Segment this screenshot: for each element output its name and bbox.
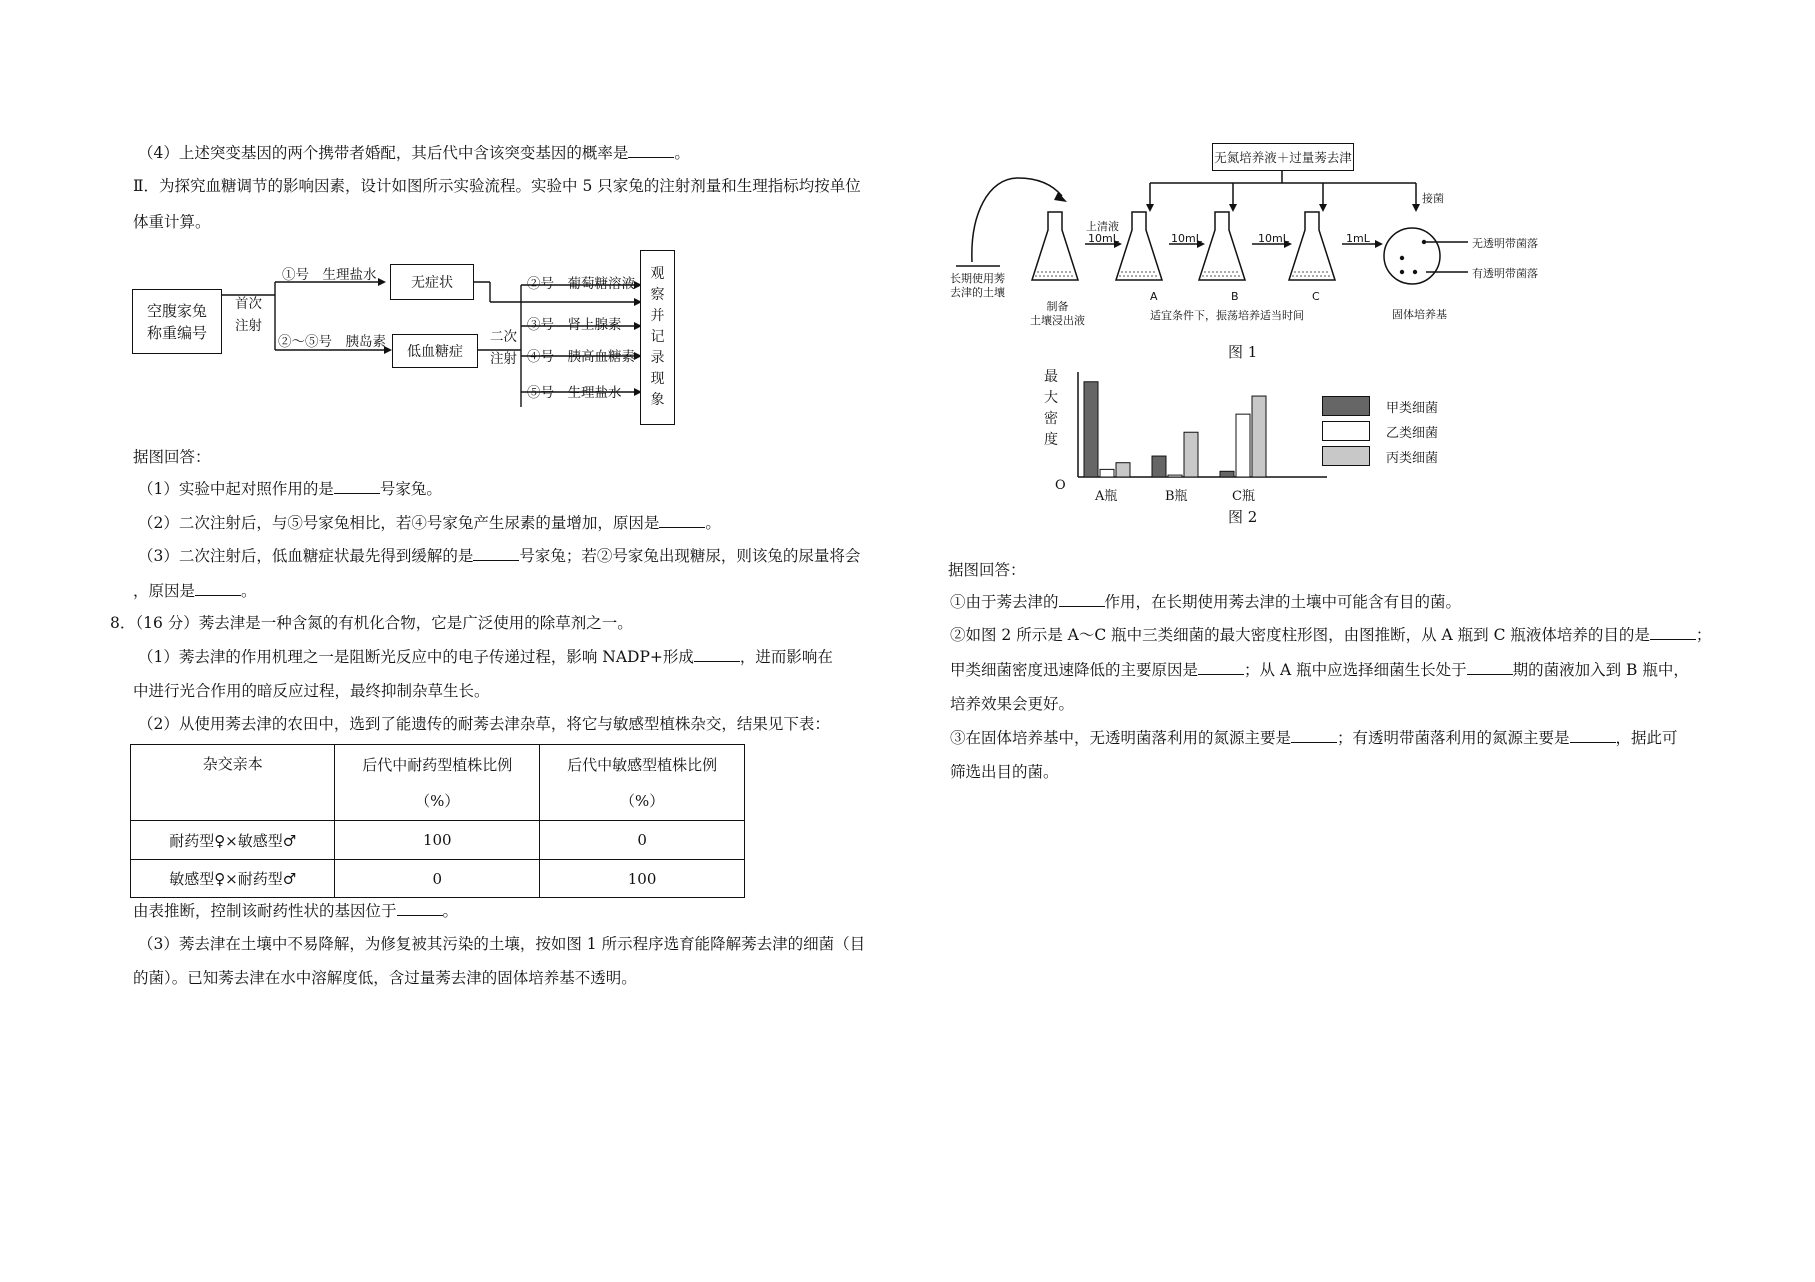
x-tick-label: A瓶: [1095, 489, 1118, 504]
q8-2-line: （2）从使用莠去津的农田中，选到了能遗传的耐莠去津杂草，将它与敏感型植株杂交，结果见下表：: [138, 715, 830, 733]
legend-swatch-jia: [1322, 396, 1370, 416]
q4-end: 。: [674, 144, 690, 162]
r2b-line: [950, 660, 1689, 680]
branch2-label: ②～⑤号 胰岛素: [278, 334, 386, 350]
branch1-label: ①号 生理盐水: [282, 267, 377, 283]
legend-label: 丙类细菌: [1386, 451, 1439, 466]
header-resistant: 后代中耐药型植株比例: [362, 755, 513, 774]
sec2-line2: 体重计算。: [133, 213, 211, 231]
observe-char: 录: [650, 350, 665, 366]
r2b-mid: ；从 A 瓶中应选择细菌生长处于: [1244, 661, 1467, 679]
answer-blank[interactable]: [659, 513, 705, 528]
y-axis-char: 最: [1044, 369, 1058, 385]
halo-colony-label: 有透明带菌落: [1472, 267, 1538, 280]
rabbit-box-line1: 空腹家兔: [146, 301, 207, 320]
volume-label: 10mL: [1088, 232, 1119, 245]
second-inj-2: 注射: [490, 351, 517, 367]
p2-line: [138, 513, 721, 533]
r3a-line: [950, 728, 1678, 748]
legend-swatch-bing: [1322, 446, 1370, 466]
header-parent: 杂交亲本: [202, 755, 263, 773]
second-inj-1: 二次: [490, 329, 517, 345]
q8-title: 8．（16 分）莠去津是一种含氮的有机化合物，它是广泛使用的除草剂之一。: [110, 614, 633, 632]
y-axis-char: 大: [1044, 390, 1058, 406]
x-tick-label: C瓶: [1232, 489, 1255, 504]
table-row: [131, 821, 745, 860]
observe-box: [640, 250, 675, 425]
bar-3-1: [1220, 471, 1234, 477]
r2b-end: 期的菌液加入到 B 瓶中，: [1512, 661, 1689, 679]
sub-branch-glucose: ②号 葡萄糖溶液: [527, 276, 635, 292]
answer-blank[interactable]: [1570, 728, 1616, 743]
x-tick-label: B瓶: [1165, 489, 1188, 504]
bar-3-3: [1252, 396, 1266, 477]
p3c-text: ，原因是: [133, 582, 196, 600]
table-note: 由表推断，控制该耐药性状的基因位于: [133, 902, 397, 920]
q8-3a-line: （3）莠去津在土壤中不易降解，为修复被其污染的土壤，按如图 1 所示程序选育能降解莠去津的细菌（目: [138, 935, 866, 953]
answer-blank[interactable]: [628, 143, 674, 158]
table-cell: 耐药型♀×敏感型♂: [131, 821, 335, 860]
solid-medium-label: 固体培养基: [1392, 308, 1447, 321]
observe-char: 并: [650, 308, 665, 324]
q8-1-line: [138, 647, 833, 667]
flask-label-c: C: [1312, 290, 1320, 303]
table-cell: 100: [540, 860, 745, 898]
answer-intro-right: 据图回答：: [948, 561, 1026, 579]
first-injection-label: [235, 293, 262, 337]
q4-line: [138, 143, 690, 163]
table-header-row: [131, 745, 745, 821]
figure-2-caption: 图 2: [1228, 508, 1258, 526]
y-axis-char: 度: [1044, 432, 1058, 448]
r2c-line: 培养效果会更好。: [950, 695, 1075, 713]
answer-blank[interactable]: [473, 546, 519, 561]
flask-label-a: A: [1150, 290, 1158, 303]
p2-text: （2）二次注射后，与⑤号家兔相比，若④号家兔产生尿素的量增加，原因是: [138, 514, 660, 532]
header-unit: （%）: [415, 791, 460, 810]
answer-intro-left: 据图回答：: [133, 448, 211, 466]
r2a-end: ；: [1695, 626, 1712, 644]
table-cell: 0: [335, 860, 540, 898]
sub-branch-glucagon: ④号 胰高血糖素: [527, 349, 635, 365]
first-inj-2: 注射: [235, 318, 262, 334]
r3a-text: ③在固体培养基中，无透明菌落利用的氮源主要是: [950, 729, 1292, 747]
no-symptom-box: 无症状: [390, 264, 474, 300]
p3-line: [138, 546, 860, 566]
answer-blank[interactable]: [1650, 625, 1696, 640]
p1-end: 号家兔。: [379, 480, 442, 498]
rabbit-box: [132, 289, 222, 354]
table-note-end: 。: [442, 902, 459, 920]
supernatant-label: 上清液: [1086, 220, 1119, 233]
table-cell: 敏感型♀×耐药型♂: [131, 860, 335, 898]
table-header: [335, 745, 540, 821]
q8-3b-line: 的菌）。已知莠去津在水中溶解度低，含过量莠去津的固体培养基不透明。: [133, 969, 637, 987]
p3c-end: 。: [241, 582, 257, 600]
r1-text: ①由于莠去津的: [950, 593, 1059, 611]
origin-label: O: [1055, 478, 1066, 493]
volume-label: 1mL: [1346, 232, 1370, 245]
observe-char: 现: [650, 371, 665, 387]
p1-line: [138, 479, 442, 499]
table-cell: 0: [540, 821, 745, 860]
r1-end: 作用，在长期使用莠去津的土壤中可能含有目的菌。: [1104, 593, 1462, 611]
sec2-line1: Ⅱ．为探究血糖调节的影响因素，设计如图所示实验流程。实验中 5 只家兔的注射剂量和生理指标均按单位: [133, 177, 861, 195]
legend-label: 甲类细菌: [1386, 401, 1439, 416]
legend-label: 乙类细菌: [1386, 426, 1439, 441]
flask-label-b: B: [1231, 290, 1239, 303]
bar-1-1: [1084, 382, 1098, 477]
soil-label: [950, 272, 1005, 300]
p2-end: 。: [705, 514, 721, 532]
y-axis-label: [1044, 367, 1058, 451]
observe-char: 察: [650, 287, 665, 303]
sub-branch-saline: ⑤号 生理盐水: [527, 385, 622, 401]
p1-text: （1）实验中起对照作用的是: [138, 480, 334, 498]
bar-2-2: [1168, 475, 1182, 477]
inoculate-label: 接菌: [1422, 192, 1444, 205]
table-header: [131, 745, 335, 821]
observe-char: 象: [650, 392, 665, 408]
first-inj-1: 首次: [235, 296, 262, 312]
answer-blank[interactable]: [397, 901, 443, 916]
r2b-text: 甲类细菌密度迅速降低的主要原因是: [950, 661, 1199, 679]
rabbit-box-line2: 称重编号: [146, 323, 207, 342]
r2a-line: [950, 625, 1711, 645]
answer-blank[interactable]: [1198, 660, 1244, 675]
table-row: [131, 860, 745, 898]
soil-label-1: 长期使用莠: [950, 272, 1005, 285]
observe-char: 观: [650, 266, 665, 282]
answer-blank[interactable]: [195, 581, 241, 596]
bar-2-3: [1184, 432, 1198, 477]
r3b-line: 筛选出目的菌。: [950, 763, 1059, 781]
bar-chart: [1072, 372, 1332, 482]
soil-label-2: 去津的土壤: [950, 286, 1005, 299]
bar-3-2: [1236, 414, 1250, 477]
table-cell: 100: [335, 821, 540, 860]
hypoglycemia-box: 低血糖症: [392, 334, 478, 368]
cross-table: [130, 744, 745, 898]
culture-condition-label: 适宜条件下，振荡培养适当时间: [1150, 309, 1304, 322]
y-axis-char: 密: [1044, 411, 1058, 427]
prep-label-1: 制备: [1046, 300, 1069, 313]
q4-text: （4）上述突变基因的两个携带者婚配，其后代中含该突变基因的概率是: [138, 144, 629, 162]
no-halo-colony-label: 无透明带菌落: [1472, 237, 1538, 250]
p3c-line: [133, 581, 257, 601]
legend-swatch-yi: [1322, 421, 1370, 441]
prep-label-2: 土壤浸出液: [1030, 314, 1085, 327]
prep-label: [1030, 300, 1085, 328]
header-unit: （%）: [619, 791, 665, 810]
answer-blank[interactable]: [694, 647, 740, 662]
p3b-text: 号家兔；若②号家兔出现糖尿，则该兔的尿量将会: [519, 547, 861, 565]
header-sensitive: 后代中敏感型植株比例: [567, 755, 718, 774]
answer-blank[interactable]: [1059, 592, 1105, 607]
p3a-text: （3）二次注射后，低血糖症状最先得到缓解的是: [138, 547, 474, 565]
table-header: [540, 745, 745, 821]
bar-2-1: [1152, 456, 1166, 477]
q8-1b: ，进而影响在: [739, 648, 833, 666]
answer-blank[interactable]: [1291, 728, 1337, 743]
observe-char: 记: [650, 329, 665, 345]
answer-blank[interactable]: [334, 479, 380, 494]
second-injection-label: [490, 326, 517, 370]
figure-1-caption: 图 1: [1228, 343, 1258, 361]
r3a-mid: ；有透明带菌落利用的氮源主要是: [1337, 729, 1570, 747]
r3a-end: ，据此可: [1615, 729, 1678, 747]
r2a-text: ②如图 2 所示是 A～C 瓶中三类细菌的最大密度柱形图，由图推断，从 A 瓶到 C 瓶液体培养的目的是: [950, 626, 1650, 644]
volume-label: 10mL: [1258, 232, 1289, 245]
bar-1-3: [1116, 463, 1130, 477]
r1-line: [950, 592, 1461, 612]
q8-1a: （1）莠去津的作用机理之一是阻断光反应中的电子传递过程，影响 NADP+形成: [138, 648, 694, 666]
answer-blank[interactable]: [1467, 660, 1513, 675]
sub-branch-adrenaline: ③号 肾上腺素: [527, 317, 622, 333]
q8-1c-line: 中进行光合作用的暗反应过程，最终抑制杂草生长。: [133, 682, 490, 700]
volume-label: 10mL: [1171, 232, 1202, 245]
nitrogen-free-medium-box: 无氮培养液＋过量莠去津: [1212, 143, 1354, 171]
bar-1-2: [1100, 469, 1114, 477]
table-note-line: [133, 901, 458, 921]
